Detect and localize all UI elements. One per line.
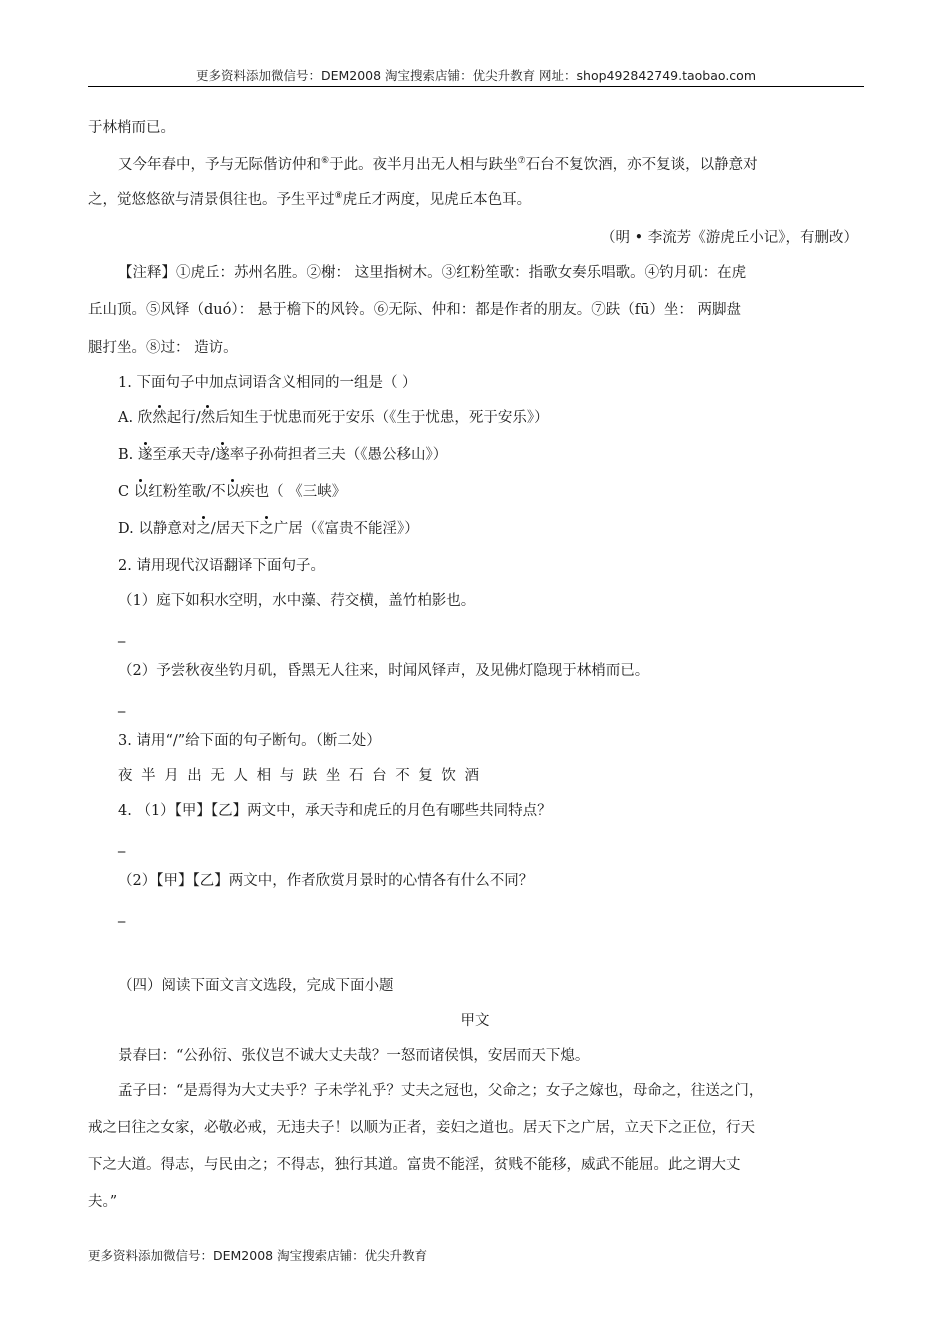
question-3-text: 夜半月出无人相与趺坐石台不复饮酒 (118, 768, 488, 784)
option-b (118, 445, 447, 465)
passage-line: 戒之曰往之女家，必敬必戒，无违夫子！以顺为正者，妾妇之道也。居天下之广居，立天下之正位，行天 (88, 1120, 755, 1136)
answer-blank[interactable]: _ (118, 697, 126, 713)
text-run: 于此。夜半月出无人相与趺坐 (329, 157, 518, 173)
page-footer: 更多资料添加微信号：DEM2008 淘宝搜索店铺：优尖升教育 (88, 1248, 428, 1263)
dotted-word: 之 (259, 521, 274, 537)
text-run: D. 以静意对 (118, 521, 197, 537)
text-run: 之，觉悠悠欲与清景俱往也。予生平过 (88, 192, 335, 208)
text-run: 率子孙荷担者三夫（《愚公移山》） (229, 447, 448, 463)
footnote-marker: ⑦ (517, 156, 526, 166)
text-run: 起行/ (166, 410, 201, 426)
text-run: C (118, 484, 134, 500)
section-title: 甲文 (460, 1013, 490, 1029)
question-4-2: （2）【甲】【乙】两文中，作者欣赏月景时的心情各有什么不同？ (118, 873, 534, 889)
dotted-word: 以 (133, 484, 149, 500)
answer-blank[interactable]: _ (118, 907, 126, 923)
text-run: 虎丘才两度，见虎丘本色耳。 (342, 192, 532, 208)
question-2-2: （2）予尝秋夜坐钓月矶，昏黑无人往来，时闻风铎声，及见佛灯隐现于林梢而已。 (118, 663, 650, 679)
dotted-word: 然 (200, 410, 216, 426)
notes-line: 腿打坐。⑧过： 造访。 (88, 340, 238, 356)
passage-paragraph-line (118, 155, 758, 175)
page-header: 更多资料添加微信号：DEM2008 淘宝搜索店铺：优尖升教育 网址：shop492842749.taobao.com (195, 68, 757, 83)
dotted-word: 以 (225, 484, 241, 500)
option-d (118, 519, 419, 539)
text-run: 后知生于忧患而死于安乐（《生于忧患，死于安乐》） (215, 410, 549, 426)
notes-line: 【注释】①虎丘：苏州名胜。②榭： 这里指树木。③红粉笙歌：指歌女奏乐唱歌。④钓月矶：在虎 (118, 265, 747, 281)
text-run: B. (118, 447, 138, 463)
text-run: /居天下 (210, 521, 260, 537)
passage-paragraph-line (88, 190, 531, 210)
dotted-word: 遂 (215, 447, 230, 463)
passage-source: （明 • 李流芳《游虎丘小记》，有删改） (600, 230, 858, 246)
text-run: 又今年春中，予与无际偕访仲和 (118, 157, 321, 173)
passage-line: 孟子曰：“是焉得为大丈夫乎？子未学礼乎？丈夫之冠也，父命之；女子之嫁也，母命之，往送之门， (118, 1083, 764, 1099)
answer-blank[interactable]: _ (118, 627, 126, 643)
option-c (118, 482, 346, 502)
dotted-word: 之 (196, 521, 211, 537)
text-run: 至承天寺/ (152, 447, 216, 463)
question-3: 3. 请用“/”给下面的句子断句。（断二处） (118, 733, 381, 749)
dotted-word: 遂 (137, 447, 153, 463)
question-1: 1. 下面句子中加点词语含义相同的一组是（ ） (118, 375, 417, 391)
answer-blank[interactable]: _ (118, 837, 126, 853)
text-run: 疾也（ 《三峡》 (240, 484, 347, 500)
passage-line: 夫。” (88, 1194, 118, 1210)
option-a (118, 408, 549, 428)
text-run: 红粉笙歌/不 (148, 484, 226, 500)
question-2: 2. 请用现代汉语翻译下面句子。 (118, 558, 325, 574)
passage-line: 下之大道。得志，与民由之；不得志，独行其道。富贵不能淫，贫贱不能移，威武不能屈。此之谓大丈 (88, 1157, 741, 1173)
dotted-word: 然 (152, 410, 167, 426)
notes-line: 丘山顶。⑤风铎（duó）： 悬于檐下的风铃。⑥无际、仲和：都是作者的朋友。⑦趺（fū）坐： 两脚盘 (88, 302, 742, 318)
footnote-marker: ⑧ (334, 191, 343, 201)
footnote-marker: ⑥ (321, 156, 330, 166)
text-run: A. 欣 (118, 410, 153, 426)
question-2-1: （1）庭下如积水空明，水中藻、荇交横，盖竹柏影也。 (118, 593, 476, 609)
text-run: 石台不复饮酒，亦不复谈，以静意对 (525, 157, 758, 173)
text-run: 广居（《富贵不能淫》） (273, 521, 419, 537)
passage-line: 于林梢而已。 (88, 120, 175, 136)
passage-line: 景春曰：“公孙衍、张仪岂不诚大丈夫哉？一怒而诸侯惧，安居而天下熄。 (118, 1048, 590, 1064)
section-heading: （四）阅读下面文言文选段，完成下面小题 (118, 978, 394, 994)
header-divider (88, 86, 864, 87)
question-4-1: 4. （1）【甲】【乙】两文中，承天寺和虎丘的月色有哪些共同特点？ (118, 803, 552, 819)
